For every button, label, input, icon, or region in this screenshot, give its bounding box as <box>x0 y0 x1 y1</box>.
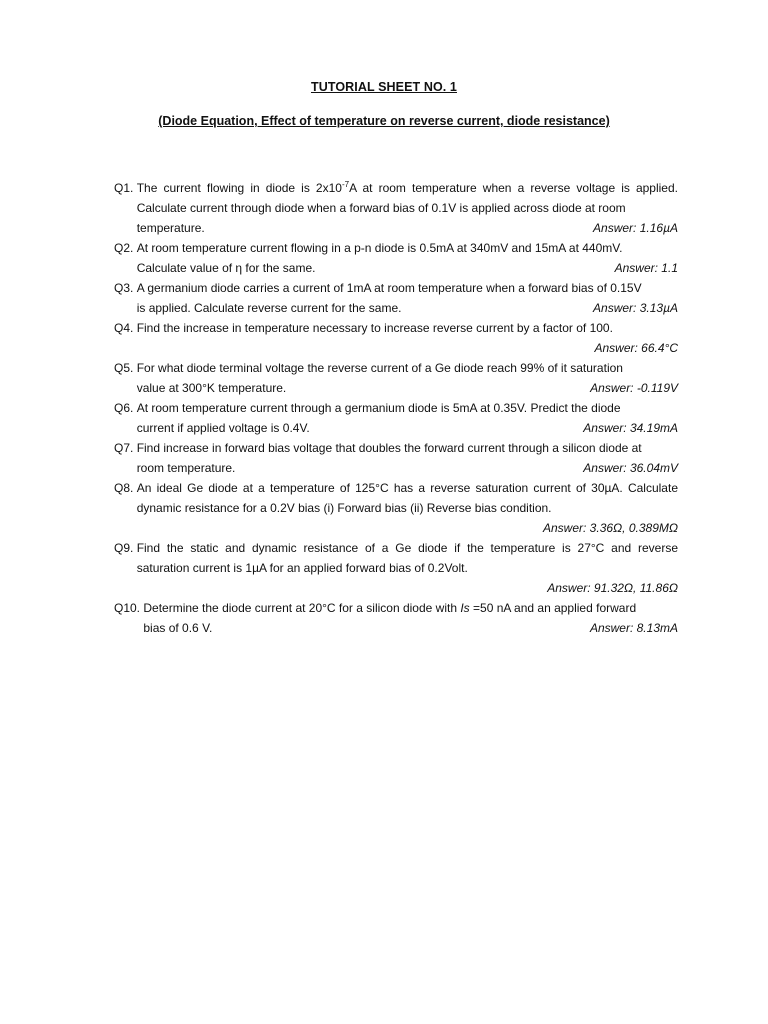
question-text-last: room temperature. <box>136 461 236 475</box>
question-number: Q9. <box>114 541 134 555</box>
page-title: TUTORIAL SHEET NO. 1 <box>310 80 457 94</box>
page-subtitle: (Diode Equation, Effect of temperature on reverse current, diode resistance) <box>158 114 610 128</box>
question-number: Q10. <box>114 601 141 615</box>
question-q5 <box>114 358 678 398</box>
question-text: The current flowing in diode is 2x10 <box>136 181 342 195</box>
symbol-is: Is <box>460 601 470 615</box>
question-body <box>137 278 678 318</box>
question-text: Find the static and dynamic resistance of a Ge diode if the temperature is 27°C and reverse saturation current is 1µA for an applied forward bias of 0.2Volt. <box>136 541 678 575</box>
answer: Answer: -0.119V <box>590 381 678 395</box>
question-text: =50 nA and an applied forward <box>469 601 637 615</box>
question-q1 <box>114 178 678 238</box>
answer: Answer: 66.4°C <box>594 341 678 355</box>
question-text-last: bias of 0.6 V. <box>143 621 213 635</box>
question-text: For what diode terminal voltage the reverse current of a Ge diode reach 99% of it saturation <box>136 361 623 375</box>
question-text: Find increase in forward bias voltage that doubles the forward current through a silicon diode at <box>136 441 642 455</box>
question-text-last: temperature. <box>136 221 205 235</box>
question-text-last: Calculate value of η for the same. <box>136 261 316 275</box>
question-q2 <box>114 238 678 278</box>
question-body <box>137 318 678 358</box>
question-body <box>137 178 678 238</box>
question-number: Q6. <box>114 401 134 415</box>
question-number: Q4. <box>114 321 134 335</box>
question-body <box>137 438 678 478</box>
answer: Answer: 34.19mA <box>583 421 678 435</box>
question-text: An ideal Ge diode at a temperature of 125°C has a reverse saturation current of 30µA. Calculate dynamic resistance for a 0.2V bias (i) Forward bias (ii) Reverse bias condition. <box>136 481 678 515</box>
answer: Answer: 91.32Ω, 11.86Ω <box>547 581 678 595</box>
question-number: Q2. <box>114 241 134 255</box>
question-text-last: current if applied voltage is 0.4V. <box>136 421 310 435</box>
question-body <box>137 398 678 438</box>
answer: Answer: 8.13mA <box>589 621 678 635</box>
question-text-last: value at 300°K temperature. <box>136 381 287 395</box>
question-q7 <box>114 438 678 478</box>
question-text: A at room temperature when a reverse voltage is applied. Calculate current through diode when a forward bias of 0.1V is applied across diode at room <box>136 181 678 215</box>
question-number: Q1. <box>114 181 134 195</box>
answer: Answer: 1.1 <box>614 261 678 275</box>
question-body <box>137 238 678 278</box>
question-q10 <box>114 598 678 638</box>
question-text: At room temperature current through a germanium diode is 5mA at 0.35V. Predict the diode <box>136 401 621 415</box>
question-q8 <box>114 478 678 538</box>
question-text: At room temperature current flowing in a p-n diode is 0.5mA at 340mV and 15mA at 440mV. <box>136 241 623 255</box>
question-number: Q8. <box>114 481 134 495</box>
question-text-last: is applied. Calculate reverse current for the same. <box>136 301 402 315</box>
question-text: Find the increase in temperature necessary to increase reverse current by a factor of 100. <box>136 321 613 335</box>
question-text: Determine the diode current at 20°C for a silicon diode with <box>143 601 461 615</box>
question-q4 <box>114 318 678 358</box>
question-body <box>137 478 678 538</box>
exponent: -7 <box>341 180 350 189</box>
question-q3 <box>114 278 678 318</box>
question-q6 <box>114 398 678 438</box>
question-q9 <box>114 538 678 598</box>
question-text: A germanium diode carries a current of 1mA at room temperature when a forward bias of 0.15V <box>136 281 642 295</box>
answer: Answer: 3.36Ω, 0.389MΩ <box>543 521 678 535</box>
question-number: Q7. <box>114 441 134 455</box>
answer: Answer: 36.04mV <box>583 461 678 475</box>
question-body <box>137 358 678 398</box>
question-list <box>114 178 678 638</box>
question-number: Q3. <box>114 281 134 295</box>
question-body <box>137 538 678 598</box>
answer: Answer: 3.13µA <box>593 301 678 315</box>
question-number: Q5. <box>114 361 134 375</box>
question-body <box>143 598 678 638</box>
answer: Answer: 1.16µA <box>593 221 678 235</box>
